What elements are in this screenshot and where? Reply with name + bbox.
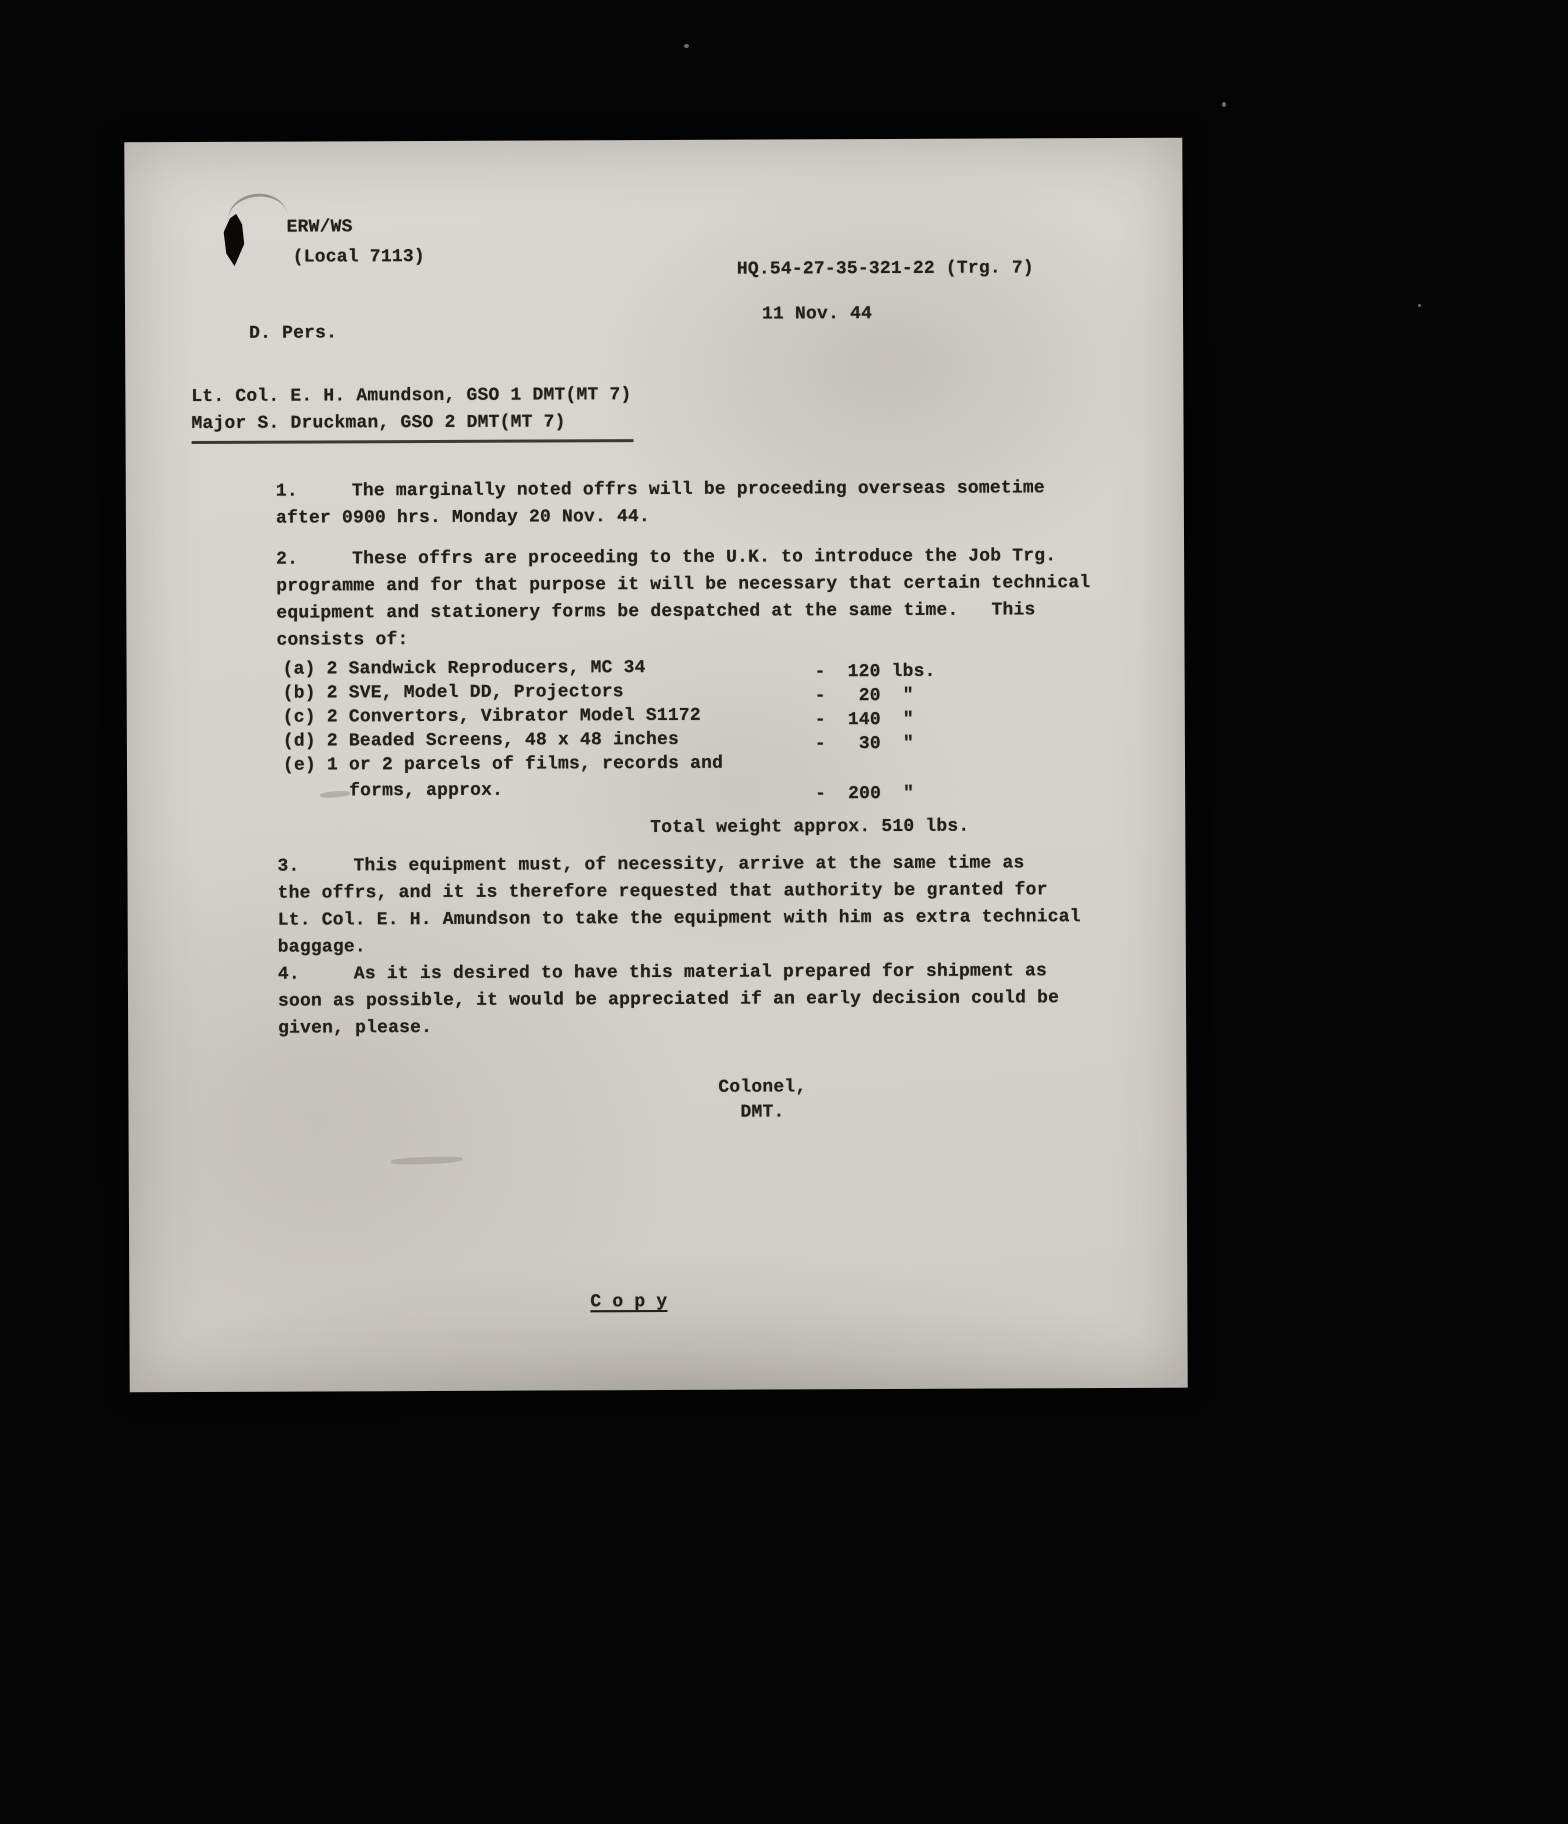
paragraph-1 — [276, 478, 1045, 535]
paragraph-text: The marginally noted offrs will be proceeding overseas sometime — [351, 478, 1045, 502]
equipment-weight: - 30 " — [814, 733, 914, 755]
equipment-row — [127, 752, 1185, 781]
equipment-weight: - 200 " — [815, 783, 915, 805]
signature-rank: Colonel, — [718, 1077, 807, 1098]
paragraph-number: 4. — [277, 964, 300, 985]
equipment-item: (c) 2 Convertors, Vibrator Model S1172 — [282, 705, 701, 728]
signature-title: DMT. — [740, 1102, 785, 1123]
equipment-item: forms, approx. — [283, 780, 504, 802]
document-date: 11 Nov. 44 — [761, 304, 873, 325]
paragraph-text: equipment and stationery forms be despatched at the same time. This — [276, 600, 1036, 624]
equipment-item: (e) 1 or 2 parcels of films, records and — [282, 753, 724, 776]
addressee-line: Major S. Druckman, GSO 2 DMT(MT 7) — [191, 412, 566, 435]
equipment-weight: - 20 " — [814, 685, 914, 707]
paragraph-text: the offrs, and it is therefore requested that authority be granted for — [277, 880, 1048, 904]
equipment-row — [127, 778, 1185, 807]
dust-speck — [1418, 304, 1421, 307]
paragraph-3 — [277, 853, 1081, 965]
department: D. Pers. — [249, 323, 338, 344]
addressee-underline — [192, 439, 634, 444]
equipment-weight: - 140 " — [814, 709, 914, 731]
paragraph-number: 2. — [276, 549, 299, 570]
paragraph-text: given, please. — [278, 1017, 433, 1039]
paragraph-text: As it is desired to have this material prepared for shipment as — [353, 961, 1048, 985]
local-extension: (Local 7113) — [292, 247, 425, 268]
paragraph-number: 3. — [277, 856, 300, 877]
dust-speck — [1222, 102, 1226, 107]
equipment-item: (d) 2 Beaded Screens, 48 x 48 inches — [282, 729, 680, 752]
smudge-mark — [391, 1156, 463, 1166]
paragraph-text: Lt. Col. E. H. Amundson to take the equipment with him as extra technical — [277, 907, 1081, 931]
paragraph-text: This equipment must, of necessity, arrive at the same time as — [353, 853, 1025, 877]
hq-reference: HQ.54-27-35-321-22 (Trg. 7) — [736, 258, 1034, 280]
scanned-document-page — [124, 138, 1187, 1393]
paragraph-4 — [278, 961, 1059, 1045]
paragraph-text: programme and for that purpose it will be necessary that certain technical — [276, 573, 1091, 597]
paragraph-text: soon as possible, it would be appreciated if an early decision could be — [277, 988, 1060, 1012]
paragraph-2 — [276, 546, 1091, 658]
ink-mark — [219, 213, 248, 267]
equipment-item: (a) 2 Sandwick Reproducers, MC 34 — [282, 658, 646, 680]
paragraph-text: after 0900 hrs. Monday 20 Nov. 44. — [275, 507, 651, 529]
office-initials: ERW/WS — [286, 217, 353, 238]
copy-label: C o p y — [590, 1291, 668, 1313]
equipment-item: (b) 2 SVE, Model DD, Projectors — [282, 682, 624, 704]
paragraph-text: baggage. — [277, 937, 366, 958]
total-weight: Total weight approx. 510 lbs. — [650, 816, 970, 839]
paragraph-number: 1. — [275, 481, 298, 502]
dust-speck — [684, 44, 689, 48]
equipment-weight: - 120 lbs. — [814, 661, 936, 683]
paragraph-text: These offrs are proceeding to the U.K. to introduce the Job Trg. — [352, 546, 1057, 570]
paragraph-text: consists of: — [276, 630, 409, 651]
addressee-line: Lt. Col. E. H. Amundson, GSO 1 DMT(MT 7) — [191, 385, 632, 408]
